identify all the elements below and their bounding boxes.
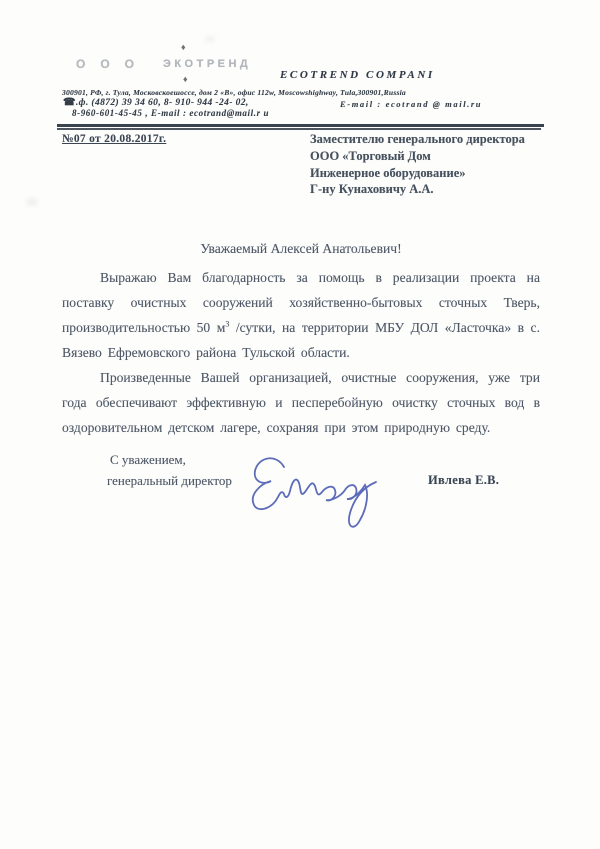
paragraph-2: Произведенные Вашей организацией, очистные сооружения, уже три года обеспечивают эффективную и песперебойную очистку сточных вод в оздоровительном детском лагере, сохраняя при этом природную среду.: [62, 370, 540, 435]
phone-line-2: 8-960-601-45-45 , E-mail : ecotrand@mail.r u: [72, 108, 270, 118]
company-address: 300901, РФ, г. Тула, Московскоешоссе, дом 2 «В», офис 112w, Moscowshighway, Tula,300901,Russia: [62, 88, 406, 97]
phone-line-1: [63, 97, 249, 108]
recipient-block: [310, 131, 525, 198]
phone-icon: ☎: [63, 97, 76, 108]
reference-number: №07 от 20.08.2017г.: [62, 133, 167, 145]
company-name-english: ECOTREND COMPANI: [280, 69, 435, 81]
logo-ooo-text: ООО: [76, 57, 150, 71]
recipient-line: Г-ну Кунаховичу А.А.: [310, 182, 434, 197]
superscript-cubed: 3: [225, 319, 230, 329]
closing-regards: С уважением,: [110, 452, 186, 467]
recipient-line: Инженерное оборудование»: [310, 165, 466, 180]
recipient-line: Заместителю генерального директора: [310, 132, 525, 146]
closing-job-title: генеральный директор: [107, 473, 232, 488]
letter-body: [62, 265, 540, 440]
recipient-line: ООО «Торговый Дом: [310, 148, 431, 163]
paragraph-1: [62, 265, 540, 365]
scan-smudge: [205, 36, 215, 42]
scan-smudge: [26, 198, 38, 206]
salutation: Уважаемый Алексей Анатольевич!: [200, 241, 402, 256]
company-email-top: E-mail : ecotrand @ mail.ru: [340, 99, 483, 109]
signer-name: Ивлева Е.В.: [428, 473, 500, 487]
logo-brand-text: ЭКОТРЕНД: [163, 58, 252, 70]
letterhead-divider: [57, 124, 544, 130]
logo-diamond-icon: ♦: [183, 74, 188, 84]
paragraph-1-tail: /сутки, на территории МБУ ДОЛ «Ласточка» в с. Вязево Ефремовского района Тульской области.: [62, 320, 540, 360]
paragraph-1-text: Выражаю Вам благодарность за помощь в реализации проекта на поставку очистных сооружений хозяйственно-бытовых сточных Тверь, производительностью 50 м: [62, 270, 540, 335]
phone-numbers-1: .ф. (4872) 39 34 60, 8- 910- 944 -24- 02,: [75, 98, 249, 108]
handwritten-signature: [246, 441, 402, 539]
logo-diamond-icon: ♦: [181, 42, 186, 52]
